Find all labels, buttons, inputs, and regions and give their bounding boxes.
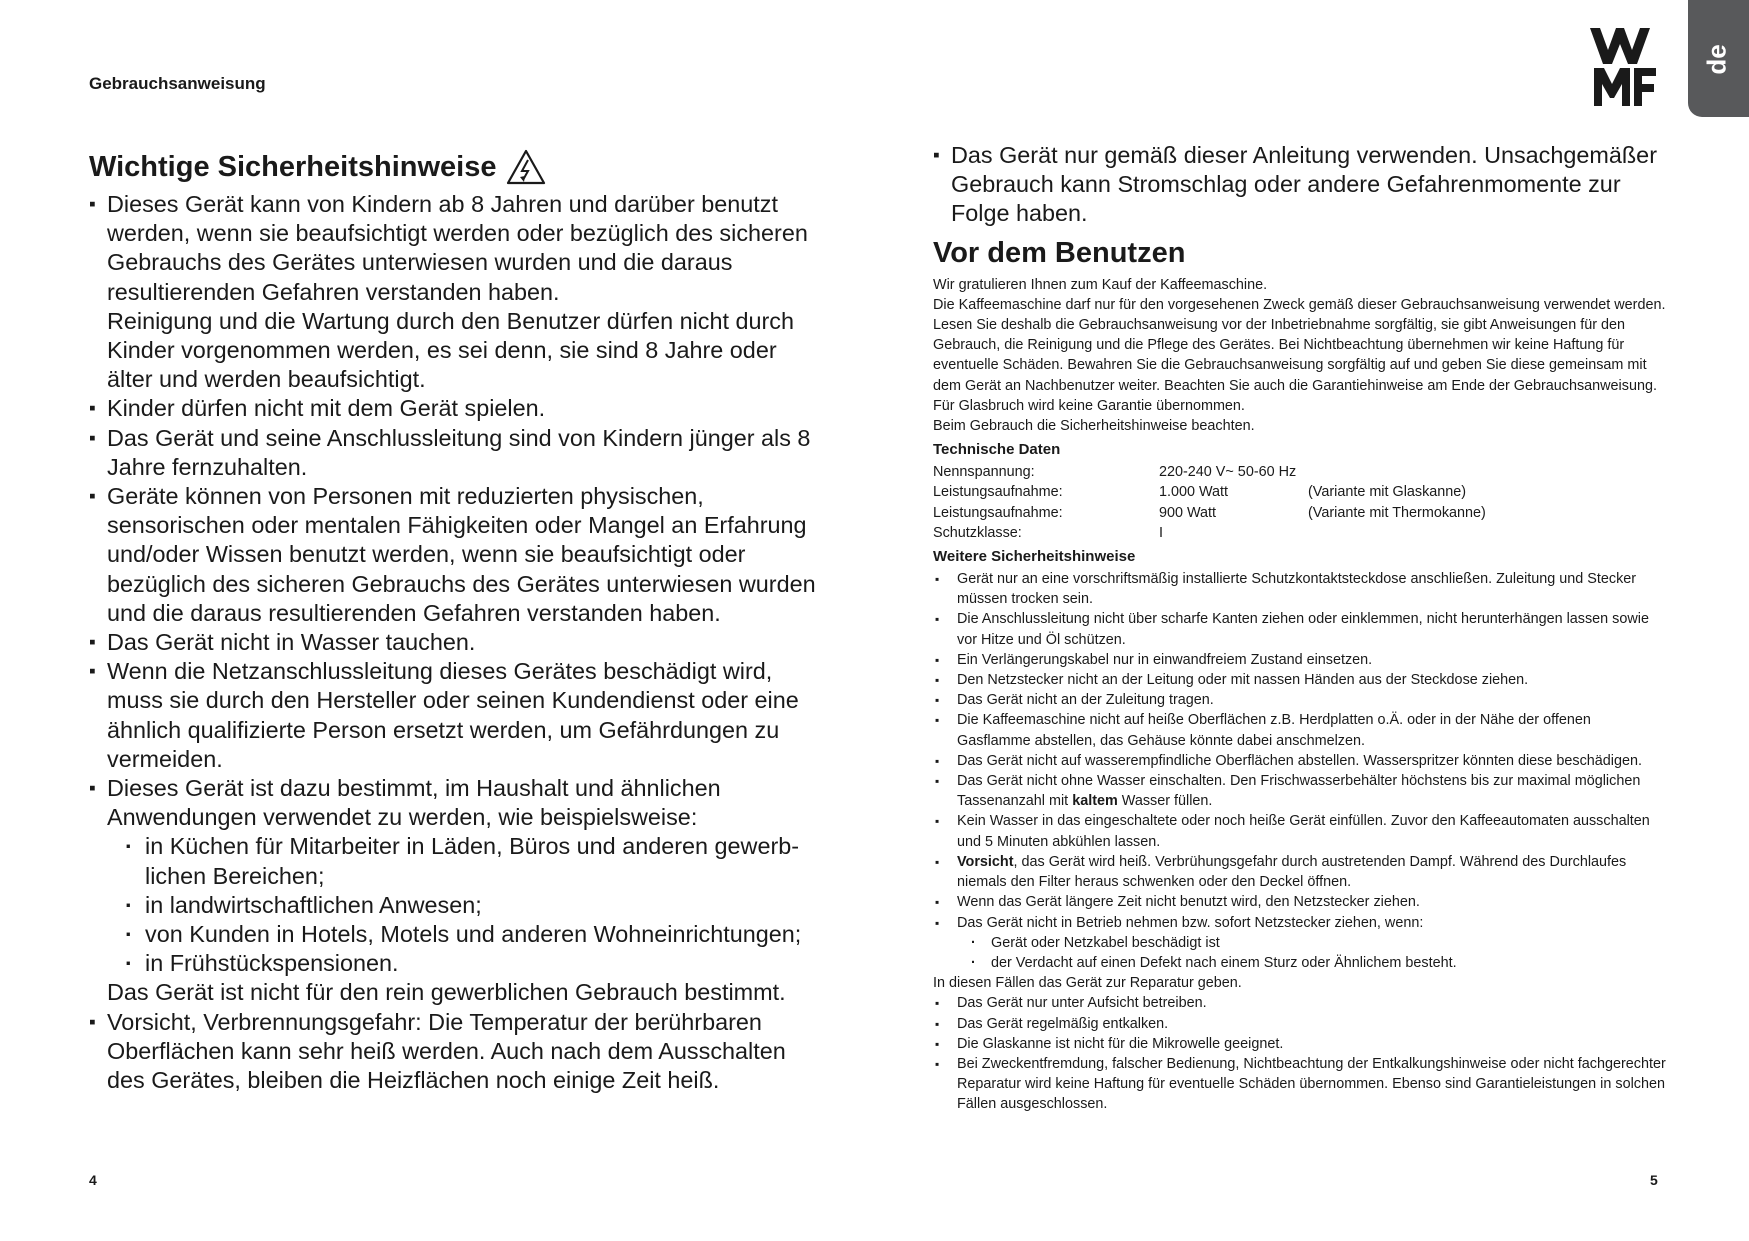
sub-list-item: · von Kunden in Hotels, Motels und anderen Wohneinrichtungen; bbox=[107, 920, 819, 949]
top-list bbox=[933, 141, 1668, 229]
list-item: ▪ Die Anschlussleitung nicht über scharfe Kanten ziehen oder einklemmen, nicht herunterhängen lassen sowie vor Hitze und Öl schützen. bbox=[933, 609, 1668, 649]
page-number-left: 4 bbox=[89, 1172, 97, 1188]
table-cell: Leistungsaufnahme: bbox=[933, 484, 1063, 501]
table-cell: Leistungsaufnahme: bbox=[933, 504, 1063, 521]
table-row bbox=[933, 523, 1486, 543]
sub-list-item: · Gerät oder Netzkabel beschädigt ist bbox=[933, 933, 1668, 953]
sub-list-item: · der Verdacht auf einen Defekt nach einem Sturz oder Ähnlichem besteht. bbox=[933, 953, 1668, 973]
table-row bbox=[933, 462, 1486, 482]
tech-data-title: Technische Daten bbox=[933, 441, 1061, 459]
list-item: ▪ Das Gerät nur gemäß dieser Anleitung verwenden. Unsachgemäßer Gebrauch kann Stromschlag oder andere Gefahrenmomente zur Folge haben. bbox=[933, 141, 1668, 229]
before-use-title: Vor dem Benutzen bbox=[933, 236, 1186, 269]
final-safety-list bbox=[933, 993, 1668, 1114]
table-row bbox=[933, 482, 1486, 502]
table-cell: 220-240 V~ 50-60 Hz bbox=[1159, 464, 1297, 481]
left-column bbox=[89, 148, 819, 1095]
list-item bbox=[89, 628, 819, 657]
item-text: Dieses Gerät ist dazu bestimmt, im Haushalt und ähnlichen Anwendungen verwendet zu werden, wie beispielsweise: bbox=[107, 775, 721, 831]
table-cell: (Variante mit Glaskanne) bbox=[1308, 484, 1467, 501]
table-cell: (Variante mit Thermokanne) bbox=[1308, 504, 1486, 521]
list-item bbox=[89, 424, 819, 482]
list-item bbox=[89, 482, 819, 628]
repair-note: In diesen Fällen das Gerät zur Reparatur geben. bbox=[933, 975, 1242, 992]
electric-warning-icon bbox=[506, 149, 546, 185]
list-item: ▪ Die Kaffeemaschine nicht auf heiße Oberflächen z.B. Herdplatten o.Ä. oder in der Nähe der offenen Gasflamme abstellen, das Gehäuse könnte dabei anschmelzen. bbox=[933, 710, 1668, 750]
more-safety-list bbox=[933, 569, 1668, 933]
list-item: ▪ Das Gerät regelmäßig entkalken. bbox=[933, 1014, 1668, 1034]
tech-data-table bbox=[933, 462, 1486, 543]
table-cell bbox=[1308, 462, 1486, 482]
item-text: Wenn die Netzanschlussleitung dieses Gerätes beschädigt wird, muss sie durch den Hersteller oder seinen Kundendienst oder eine ähnlich qualifizierte Person ersetzt werden, um Gefährdungen zu vermeiden. bbox=[107, 658, 799, 772]
safety-section-title bbox=[89, 148, 819, 186]
list-item bbox=[89, 774, 819, 1008]
list-item bbox=[89, 190, 819, 394]
sub-list-item: · in landwirtschaftlichen Anwesen; bbox=[107, 891, 819, 920]
item-continuation: Das Gerät ist nicht für den rein gewerblichen Gebrauch bestimmt. bbox=[107, 979, 786, 1006]
table-cell: Nennspannung: bbox=[933, 464, 1035, 481]
table-cell: 1.000 Watt bbox=[1159, 484, 1229, 501]
item-text: Das Gerät nicht ohne Wasser einschalten. Den Frischwasserbehälter höchstens bis zur maximal möglichen Tassenanzahl mit bbox=[957, 773, 1641, 810]
language-label: de bbox=[1701, 44, 1732, 75]
list-item bbox=[89, 1008, 819, 1096]
sub-list-item: · in Küchen für Mitarbeiter in Läden, Büros und anderen gewerb-lichen Bereichen; bbox=[107, 832, 819, 890]
list-item: ▪ Bei Zweckentfremdung, falscher Bedienung, Nichtbeachtung der Entkalkungshinweise oder nicht fachgerechter Reparatur wird keine Haftung für eventuelle Schäden übernommen. Ebenso sind Garantieleistungen in solchen Fällen ausgeschlossen. bbox=[933, 1054, 1668, 1115]
sub-list bbox=[107, 832, 819, 978]
list-item: ▪ Das Gerät nicht auf wasserempfindliche Oberflächen abstellen. Wasserspritzer könnten diese beschädigen. bbox=[933, 751, 1668, 771]
table-row bbox=[933, 503, 1486, 523]
list-item bbox=[89, 394, 819, 423]
item-text: Vorsicht, Verbrennungsgefahr: Die Temperatur der berührbaren Oberflächen kann sehr heiß werden. Auch nach dem Ausschalten des Gerätes, bleiben die Heizflächen noch einige Zeit heiß. bbox=[107, 1008, 786, 1094]
intro-paragraph: Für Glasbruch wird keine Garantie übernommen. bbox=[933, 397, 1245, 414]
intro-paragraph: Wir gratulieren Ihnen zum Kauf der Kaffeemaschine. bbox=[933, 276, 1268, 293]
page-number-right: 5 bbox=[1650, 1172, 1658, 1188]
item-text: Wasser füllen. bbox=[1117, 793, 1213, 810]
intro-paragraph: Die Kaffeemaschine darf nur für den vorgesehenen Zweck gemäß dieser Gebrauchsanweisung verwendet werden. Lesen Sie deshalb die Gebrauchsanweisung vor der Inbetriebnahme sorgfältig, sie gibt Anweisungen für den Gebrauch, die Reinigung und die Pflege des Gerätes. Bei Nichtbeachtung übernehmen wir keine Haftung für eventuelle Schäden. Bewahren Sie die Gebrauchsanweisung sorgfältig auf und geben Sie diese gemeinsam mit dem Gerät an Nachbenutzer weiter. Beachten Sie auch die Garantiehinweise am Ende der Gebrauchsanweisung. bbox=[933, 296, 1666, 394]
list-item: ▪ Kein Wasser in das eingeschaltete oder noch heiße Gerät einfüllen. Zuvor den Kaffeeautomaten ausschalten und 5 Minuten abkühlen lassen. bbox=[933, 811, 1668, 851]
list-item: ▪ Die Glaskanne ist nicht für die Mikrowelle geeignet. bbox=[933, 1034, 1668, 1054]
table-cell bbox=[1308, 523, 1486, 543]
right-column bbox=[933, 141, 1668, 1115]
intro-text bbox=[933, 275, 1668, 437]
language-tab bbox=[1688, 0, 1749, 117]
list-item: ▪ Das Gerät nicht in Betrieb nehmen bzw. sofort Netzstecker ziehen, wenn: bbox=[933, 913, 1668, 933]
table-cell: Schutzklasse: bbox=[933, 524, 1022, 541]
list-item bbox=[933, 771, 1668, 811]
list-item: ▪ Ein Verlängerungskabel nur in einwandfreiem Zustand einsetzen. bbox=[933, 650, 1668, 670]
intro-paragraph: Beim Gebrauch die Sicherheitshinweise beachten. bbox=[933, 418, 1255, 435]
item-text: Geräte können von Personen mit reduzierten physischen, sensorischen oder mentalen Fähigkeiten oder Mangel an Erfahrung und/oder Wissen benutzt werden, wenn sie beaufsichtigt oder bezüglich des sicheren Gebrauchs des Gerätes unterwiesen wurden und die daraus resultierenden Gefahren verstanden haben. bbox=[107, 483, 816, 626]
item-text: Das Gerät und seine Anschlussleitung sind von Kindern jünger als 8 Jahre fernzuhalten. bbox=[107, 424, 811, 480]
list-item: ▪ Den Netzstecker nicht an der Leitung oder mit nassen Händen aus der Steckdose ziehen. bbox=[933, 670, 1668, 690]
item-text: , das Gerät wird heiß. Verbrühungsgefahr durch austretenden Dampf. Während des Durchlaufes niemals den Filter heraus schwenken oder den Deckel öffnen. bbox=[957, 853, 1627, 891]
sub-list-item: · in Frühstückspensionen. bbox=[107, 949, 819, 978]
wmf-logo bbox=[1590, 28, 1658, 106]
list-item: ▪ Das Gerät nur unter Aufsicht betreiben. bbox=[933, 993, 1668, 1013]
item-bold-text: Vorsicht bbox=[957, 853, 1014, 870]
item-text: Das Gerät nicht in Wasser tauchen. bbox=[107, 629, 476, 656]
safety-list bbox=[89, 190, 819, 1095]
item-text: Kinder dürfen nicht mit dem Gerät spielen. bbox=[107, 395, 546, 422]
item-bold-text: kaltem bbox=[1072, 793, 1118, 810]
damage-sub-list bbox=[933, 933, 1668, 973]
more-safety-title: Weitere Sicherheitshinweise bbox=[933, 548, 1136, 566]
list-item bbox=[89, 657, 819, 774]
list-item: ▪ Das Gerät nicht an der Zuleitung tragen. bbox=[933, 690, 1668, 710]
table-cell: 900 Watt bbox=[1159, 504, 1217, 521]
list-item: ▪ Wenn das Gerät längere Zeit nicht benutzt wird, den Netzstecker ziehen. bbox=[933, 892, 1668, 912]
document-header-label: Gebrauchsanweisung bbox=[89, 74, 266, 93]
list-item: ▪ Gerät nur an eine vorschriftsmäßig installierte Schutzkontaktsteckdose anschließen. Zuleitung und Stecker müssen trocken sein. bbox=[933, 569, 1668, 609]
table-cell: I bbox=[1159, 524, 1163, 541]
list-item bbox=[933, 852, 1668, 892]
item-text: Dieses Gerät kann von Kindern ab 8 Jahren und darüber benutzt werden, wenn sie beaufsichtigt werden oder bezüglich des sicheren Gebrauchs des Gerätes unterwiesen wurden und die daraus resultierenden Gefahren verstanden haben. bbox=[107, 191, 808, 305]
safety-title-text: Wichtige Sicherheitshinweise bbox=[89, 151, 497, 183]
item-continuation: Reinigung und die Wartung durch den Benutzer dürfen nicht durch Kinder vorgenommen werden, es sei denn, sie sind 8 Jahre oder älter und werden beaufsichtigt. bbox=[107, 307, 794, 393]
